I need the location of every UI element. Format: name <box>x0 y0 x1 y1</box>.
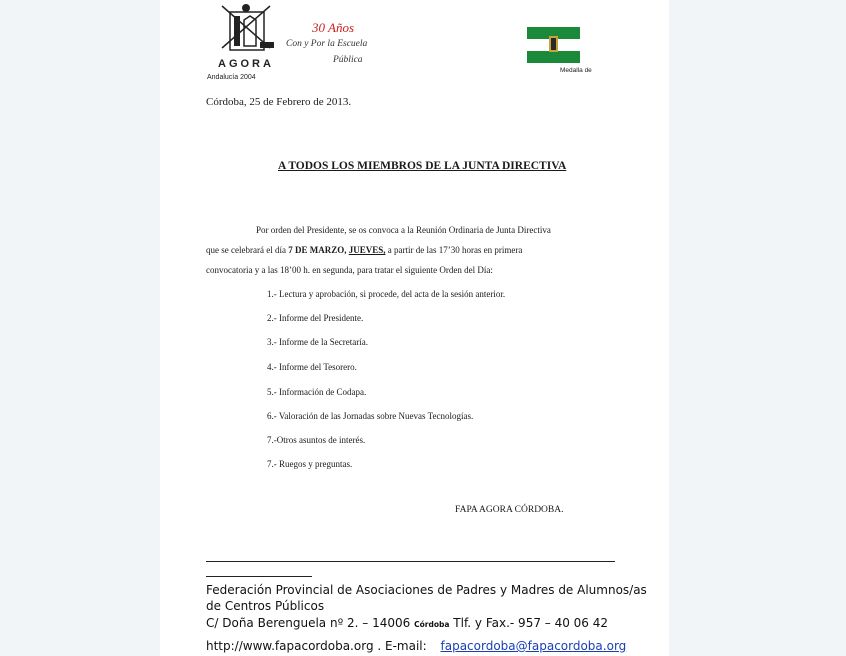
signature: FAPA AGORA CÓRDOBA. <box>455 505 564 515</box>
medalla-label: Medalla de <box>560 67 592 74</box>
letter-heading: A TODOS LOS MIEMBROS DE LA JUNTA DIRECTIVA <box>278 160 567 172</box>
document-page <box>160 0 669 656</box>
logo-word: AGORA <box>218 58 274 70</box>
agenda-item: 1.- Lectura y aprobación, si procede, del acta de la sesión anterior. <box>267 289 506 299</box>
body-line-2: que se celebrará el día 7 DE MARZO, JUEVES, a partir de las 17’30 horas en primera <box>206 245 523 255</box>
anniversary-text: 30 Años <box>312 20 355 35</box>
agenda-item: 7.- Ruegos y preguntas. <box>267 459 353 469</box>
footer-short-divider <box>206 576 312 577</box>
footer-contact <box>206 639 626 653</box>
agora-logo <box>216 2 276 54</box>
agenda-item: 7.-Otros asuntos de interés. <box>267 435 366 445</box>
agenda-item: 4.- Informe del Tesorero. <box>267 362 357 372</box>
logo-subtitle: Andalucía 2004 <box>207 74 256 81</box>
footer-address: C/ Doña Berenguela nº 2. – 14006 Córdoba Tlf. y Fax.- 957 – 40 06 42 <box>206 616 609 630</box>
footer-line-2: de Centros Públicos <box>206 599 325 613</box>
letter-date: Córdoba, 25 de Febrero de 2013. <box>206 96 352 108</box>
andalucia-flag-icon <box>527 27 580 63</box>
footer-line-1: Federación Provincial de Asociaciones de Padres y Madres de Alumnos/as <box>206 583 647 597</box>
footer-divider <box>206 561 615 562</box>
website-text: http://www.fapacordoba.org . E-mail: <box>206 639 427 653</box>
agenda-item: 6.- Valoración de las Jornadas sobre Nuevas Tecnologías. <box>267 411 474 421</box>
meeting-date: 7 DE MARZO <box>288 245 345 255</box>
letter-body <box>206 220 626 280</box>
agenda-item: 3.- Informe de la Secretaría. <box>267 337 368 347</box>
slogan-line-2: Pública <box>333 55 363 65</box>
body-line-3: convocatoria y a las 18’00 h. en segunda, para tratar el siguiente Orden del Día: <box>206 265 493 275</box>
meeting-weekday: JUEVES, <box>348 245 386 255</box>
agenda-item: 5.- Información de Codapa. <box>267 387 367 397</box>
agenda-item: 2.- Informe del Presidente. <box>267 313 364 323</box>
body-line-1: Por orden del Presidente, se os convoca a la Reunión Ordinaria de Junta Directiva <box>256 225 551 235</box>
slogan-line-1: Con y Por la Escuela <box>286 39 368 49</box>
email-link[interactable]: fapacordoba@fapacordoba.org <box>440 639 627 653</box>
